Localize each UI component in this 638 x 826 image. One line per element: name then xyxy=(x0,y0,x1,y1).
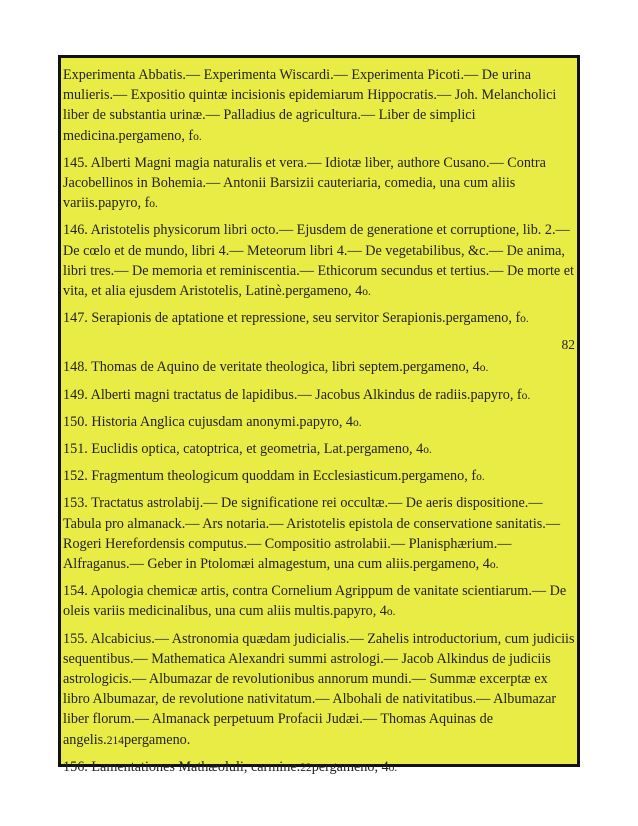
entry-text: 152. Fragmentum theologicum quoddam in Ecclesiasticum. xyxy=(63,468,402,485)
catalogue-entry xyxy=(61,220,577,306)
entry-material: pergameno. xyxy=(123,731,191,748)
entry-format: o. xyxy=(193,130,202,143)
entry-text: 148. Thomas de Aquino de veritate theologica, libri septem. xyxy=(63,359,403,376)
entry-material: pergameno, f xyxy=(401,468,477,485)
entry-format: o. xyxy=(521,389,531,402)
entry-material: pergameno, f xyxy=(445,310,521,327)
catalogue-page xyxy=(58,55,580,775)
entry-format: o. xyxy=(476,471,485,484)
catalogue-entry xyxy=(61,385,577,410)
entry-text: 154. Apologia chemicæ artis, contra Cornelium Agrippum de vanitate scientiarum.— De oleis variis medicinalibus, una cum aliis multis. xyxy=(63,583,567,620)
entry-format: o. xyxy=(353,416,362,429)
entry-format: o. xyxy=(479,362,489,375)
entry-material: papyro, 4 xyxy=(299,413,354,430)
catalogue-entry xyxy=(61,439,577,464)
entry-text: 150. Historia Anglica cujusdam anonymi. xyxy=(63,413,300,430)
catalogue-entry xyxy=(61,412,577,437)
page-number: 82 xyxy=(561,337,575,353)
entry-material: pergameno, 4 xyxy=(285,283,363,300)
entry-material: pergameno, 4 xyxy=(412,556,490,573)
entry-material: pergameno, f xyxy=(118,127,194,144)
footnote-ref: 22 xyxy=(300,761,312,774)
catalogue-entry xyxy=(61,466,577,491)
entries-before-page-number xyxy=(61,58,577,333)
entry-format: o. xyxy=(520,313,529,326)
catalogue-entry xyxy=(61,153,577,219)
entry-format: o. xyxy=(423,444,432,457)
catalogue-entry xyxy=(61,629,577,755)
entry-material: papyro, f xyxy=(470,386,522,403)
catalogue-entry xyxy=(61,308,577,333)
entry-text: Experimenta Abbatis.— Experimenta Wiscardi.— Experimenta Picoti.— De urina mulieris.— Expositio quintæ incisionis epidemiarum Hippocratis.— Joh. Melancholici liber de substantia urinæ.— Palladius de agricultura.— Liber de simplici medicina. xyxy=(63,67,557,144)
entry-text: 155. Alcabicius.— Astronomia quædam judicialis.— Zahelis introductorium, cum judiciis sequentibus.— Mathematica Alexandri summi astrologi.— Jacob Alkindus de judiciis astrologicis.— Albumazar de revolutionibus annorum mundi.— Summæ excerptæ ex libro Albumazar, de revolutione nativitatum.— Albohali de nativitatibus.— Albumazar liber florum.— Almanack perpetuum Profacii Judæi.— Thomas Aquinas de angelis. xyxy=(63,630,575,748)
footnote-ref: 214 xyxy=(106,734,124,747)
entry-material: papyro, 4 xyxy=(333,603,387,620)
entry-text: 149. Alberti magni tractatus de lapidibus.— Jacobus Alkindus de radiis. xyxy=(63,386,471,403)
catalogue-entry xyxy=(61,581,577,626)
entry-format: o. xyxy=(149,198,158,211)
catalogue-entry xyxy=(61,493,577,579)
entries-after-page-number xyxy=(61,357,577,782)
entry-format: o. xyxy=(386,606,396,619)
entry-text: 151. Euclidis optica, catoptrica, et geometria, Lat. xyxy=(63,441,347,458)
catalogue-entry xyxy=(61,757,577,782)
entry-material: papyro, f xyxy=(98,195,150,212)
entry-format: o. xyxy=(489,559,499,572)
catalogue-entry xyxy=(61,357,577,382)
entry-material: pergameno, 4 xyxy=(402,359,480,376)
entry-format: o. xyxy=(362,286,371,299)
entry-text: 147. Serapionis de aptatione et repressione, seu servitor Serapionis. xyxy=(63,310,446,327)
entry-text: 156. Lamentationes Mathæoluli, carmine. xyxy=(63,758,301,775)
entry-format: o. xyxy=(388,761,398,774)
entry-material: pergameno, 4 xyxy=(346,441,424,458)
catalogue-entry xyxy=(61,58,577,151)
entry-text: 146. Aristotelis physicorum libri octo.— Ejusdem de generatione et corruptione, lib. 2.— De cœlo et de mundo, libri 4.— Meteorum libri 4.— De vegetabilibus, &c.— De anima, libri tres.— De memoria et reminiscentia.— Ethicorum secundus et tertius.— De morte et vita, et alia ejusdem Aristotelis, Latinè. xyxy=(63,222,574,300)
entry-text: 145. Alberti Magni magia naturalis et vera.— Idiotæ liber, authore Cusano.— Contra Jacobellinos in Bohemia.— Antonii Barsizii cauteriaria, comedia, una cum aliis variis. xyxy=(63,154,546,212)
entry-text: 153. Tractatus astrolabij.— De significatione rei occultæ.— De aeris dispositione.— Tabula pro almanack.— Ars notaria.— Aristotelis epistola de conservatione sanitatis.— Rogeri Herefordensis computus.— Compositio astrolabii.— Planisphærium.— Alfraganus.— Geber in Ptolomæi almagestum, una cum aliis. xyxy=(63,495,561,573)
entry-material: pergameno, 4 xyxy=(311,758,389,775)
